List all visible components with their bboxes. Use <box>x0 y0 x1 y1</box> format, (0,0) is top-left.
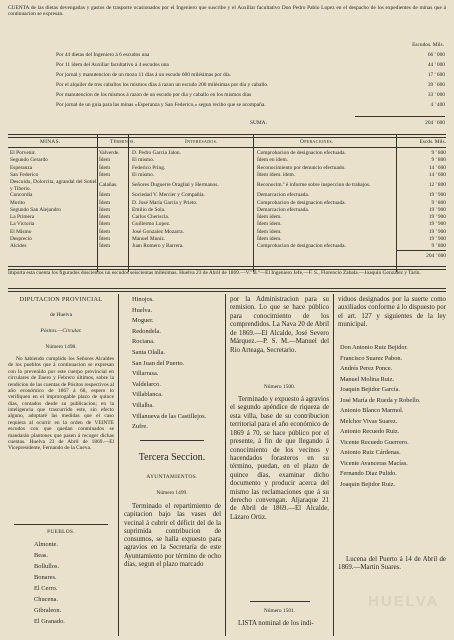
column-1-subtitle: de Huelva <box>49 312 72 318</box>
column-3-number-2: Número 1501. <box>263 608 296 614</box>
auxiliado-name: Francisco Suarez Pabon. <box>340 354 403 362</box>
expense-row-text: Por el alquiler de tres caballos los mismos días á razon un escudo 200 milésimas por dia y caballo. <box>56 82 269 88</box>
column-2-body: Terminado el repartimiento de capitacion bajo las vases del vecinal á cubrir el déficit del de la suprimida contribucion de consumos, se halla expuesto para agravios en la Secretaría de este Ayuntamiento por término de ocho días, segun el plazo marcado <box>124 503 221 568</box>
mine-operacion: Ídem ídem. ídem. <box>257 171 296 178</box>
auxiliado-name: Melchor Vivas Suarez. <box>340 417 398 425</box>
mine-importe: 19 ' 900 <box>428 221 446 228</box>
auxiliado-name: Antonio Blanco Marmol. <box>340 407 404 414</box>
town-name: Villanueva de las Castillejos. <box>132 412 207 420</box>
town-name: Villalba. <box>132 402 154 409</box>
mine-termino: Ídem <box>99 214 111 221</box>
mine-operacion: Comprobacion de designacion efectuada. <box>257 150 346 156</box>
town-name: Valdelarco. <box>132 380 161 388</box>
pueblo-name: Almonte. <box>34 541 58 548</box>
expense-row-amount: 33 ' 000 <box>427 92 445 98</box>
mine-operacion: Comprobacion de designacion efectuada. <box>257 243 346 250</box>
mine-termino: Ídem <box>99 164 111 171</box>
column-3-paragraph-2: Terminado y expuesto á agravios el segundo apéndice de riqueza de esta villa, base de su contribucion territorial para el año económico de 1869 á 70, se hace público por el presente, á fin de que llegando á conocimiento de los vecinos y hacendados forasteros en su término, puedan, en el plazo de quince días, examinar dicho documento y producir acerca del mismo las reclamaciones que á su derecho convengan. Aljaraque 21 de Abril de 1869.—El Alcalde, Lázaro Ortiz. <box>230 396 329 521</box>
unit-label: Escudos. Mils. <box>412 42 444 48</box>
pueblo-name: El Granado. <box>34 618 65 625</box>
mine-termino: Ídem <box>99 221 111 228</box>
mine-name: Descuido, Dolorcita, agrandal del Sotiel y Tiberio. <box>10 179 97 192</box>
town-name: Redondela. <box>132 327 161 335</box>
town-name: San Juan del Puerto. <box>132 359 185 367</box>
column-3-rule <box>250 601 310 602</box>
column-divider-3 <box>333 294 334 636</box>
mine-operacion: Ídem en ídem. <box>257 157 288 164</box>
auxiliado-name: Antonio Recuedo Ruiz. <box>340 428 400 435</box>
auxiliado-name: Joaquin Bejidor Ruiz. <box>340 480 396 488</box>
table-bottom-rule <box>8 266 446 270</box>
column-1-rule <box>14 524 108 525</box>
account-closing: Importa esta cuenta los figurados doscientos un escudos seiscientas milésimas. Huelva 23 de Abril de 1869.—V.º B.º—El Ingeniero Jefe,—F. S., Florencio Zabala.—Joaquin Gonzalez y Tarín. <box>8 270 421 276</box>
mine-interesado: Señores Duguerre Oraglial y Hermanos. <box>132 182 219 189</box>
table-top-rule <box>8 134 446 138</box>
column-3-number: Número 1500. <box>263 384 296 390</box>
mine-interesado: Juan Romero y Barrera. <box>132 243 184 250</box>
col-divider-3 <box>253 134 254 272</box>
column-1-body: No habiendo cumplido los Señores Alcaldes de los pueblos que á continuacion se expresan con lo prevenido por este cuerpo provincial en circulares de Enero y Febrero últimos, sobre la rendicion de las cuentas de Pósitos respectivos al año económico de 1867 á 68, espero lo verifiquen en el improrogable plazo de quince días, contados desde su publicacion; en la inteligencia que trascurrido este, sin efecto alguno, adoptaré las medidas que el caso requiera al ocurrir en la orden de VEINTE escudos con que quedan conminados se mandarán plantones que pasen á recoger dichas cuentas. Huelva 23 de Abril de 1869.—El Vicepresidente, Fernando de la Cueva. <box>8 356 114 452</box>
mine-importe: 9 ' 800 <box>431 199 446 206</box>
mine-importe: 19 ' 900 <box>428 192 446 199</box>
mine-interesado: D. José María García y Prieto. <box>132 199 198 206</box>
mine-importe: 12 ' 800 <box>428 182 446 189</box>
mine-termino: Ídem <box>99 228 111 235</box>
mine-interesado: Sociedad V. Mercier y Compañía. <box>132 192 205 199</box>
pueblo-name: Bonares. <box>34 574 57 581</box>
town-name: Hinojos. <box>132 296 154 303</box>
section-rule <box>8 288 446 292</box>
mine-termino: Ídem <box>99 171 111 178</box>
mine-name: Segundo Gerardo <box>10 157 48 164</box>
mine-operacion: Ídem ídem. <box>257 236 282 242</box>
mine-name: Morito <box>10 199 25 206</box>
column-1-section: Pósitos.—Circular. <box>40 328 82 334</box>
mine-termino: Ídem <box>99 199 111 206</box>
col-header-importe: Escds. Mils. <box>419 139 446 145</box>
col-divider-2 <box>128 134 129 272</box>
town-name: Villablanca. <box>132 391 163 399</box>
watermark: HUELVA <box>368 593 440 610</box>
table-header-rule <box>8 147 446 148</box>
auxiliado-name: Don Antonio Ruiz Bejidor. <box>340 344 408 351</box>
col-header-operaciones: Operaciones. <box>300 139 334 145</box>
col-header-terminos: Términos. <box>110 139 136 145</box>
expense-row-text: Por jornal de un guia para las minas «Esperanza y San Federico,» segun recibo que se acompaña. <box>56 102 266 108</box>
mine-termino: Ídem <box>99 243 111 250</box>
total-rule <box>396 250 446 251</box>
pueblo-name: El Cerro. <box>34 585 58 592</box>
town-name: Villarrasa. <box>132 370 159 378</box>
expense-row-amount: 66 ' 000 <box>427 52 445 58</box>
mine-termino: Calañas. <box>99 182 118 189</box>
mine-operacion: Ídem ídem. <box>257 228 282 235</box>
mine-interesado: Carlos Cheriscla. <box>132 214 170 221</box>
expense-row-text: Por 11 ídem del Auxiliar facultativo á 4 escudos una <box>56 62 169 68</box>
mine-name: Segundo San Alejandro <box>10 206 61 213</box>
mine-operacion: Reconocim.º é informe sobre inspeccion de trabajos. <box>257 182 371 189</box>
mines-total: 204 ' 600 <box>426 253 446 259</box>
town-name: Huelva. <box>132 306 153 314</box>
column-3-paragraph-3: LISTA nominal de los indi- <box>238 620 314 627</box>
mine-name: Concordia <box>10 192 33 199</box>
mine-importe: 9 ' 800 <box>431 157 446 164</box>
mine-termino: Ídem <box>99 236 111 242</box>
expense-row-amount: 39 ' 600 <box>427 82 445 88</box>
town-name: Zufre. <box>132 423 148 431</box>
mine-termino: Valverde. <box>99 150 120 156</box>
column-1-title: DIPUTACION PROVINCIAL <box>19 296 103 303</box>
column-2-number: Número 1499. <box>156 490 188 496</box>
column-3-paragraph-1: por la Administracion para su remision. Lo que se hace público para conocimiento de los comprendidos. La Nava 20 de Abril de 1869.—El Alcalde, José Severo Márquez.—P. S. M.—Manuel del Rio Arteaga, Secretario. <box>230 296 329 354</box>
mine-name: La Primera <box>10 214 35 221</box>
col-header-minas: MINAS. <box>40 139 61 145</box>
column-4-intro: viduos designados por la suerte como auxiliados conforme á lo dispuesto por el art. 127 y siguientes de la ley municipal. <box>338 296 446 329</box>
col-header-interesados: Interesados. <box>185 139 218 145</box>
mine-operacion: Ídem ídem. <box>257 221 282 228</box>
mine-name: Esperanza <box>10 164 33 171</box>
expense-row-amount: 44 ' 000 <box>427 62 445 68</box>
pueblo-name: Gibraleon. <box>34 607 62 614</box>
mine-interesado: Emilio de Sola. <box>132 206 166 213</box>
column-4-closing: Lucena del Puerto á 14 de Abril de 1869.—Martin Suares. <box>338 556 446 572</box>
mine-operacion: Ídem ídem. <box>257 214 282 221</box>
account-intro: CUENTA de las dietas devengadas y gastos de trasporte ocasionados por el Ingeniero que suscribe y el Auxiliar facultativo Don Pedro Pablo Lopez en el despacho de los expedientes de minas que á continuacion se expresan. <box>8 5 446 18</box>
mine-interesado: José Gonzalez Mozarra. <box>132 228 184 235</box>
sum-label: SUMA. <box>250 120 267 126</box>
mine-interesado: D. Pedro García Jalon. <box>132 150 181 156</box>
mine-name: El Mismo <box>10 228 32 235</box>
sum-rule <box>355 116 445 117</box>
section-subtitle: AYUNTAMIENTOS. <box>146 474 198 480</box>
col-divider-1 <box>97 134 98 272</box>
mine-interesado: El mismo. <box>132 171 155 178</box>
sum-amount: 204 ' 600 <box>425 120 445 126</box>
mine-importe: 19 ' 900 <box>428 236 446 242</box>
expense-row-text: Por jornal y manutencion de un mozo 11 días á un escudo 600 milésimas por dia. <box>56 72 231 78</box>
mine-name: El Porvenir. <box>10 150 36 156</box>
mine-importe: 14 ' 600 <box>428 171 446 178</box>
mine-operacion: Reconocimiento por denuncio efectuado. <box>257 164 346 171</box>
mine-name: Alcides <box>10 243 27 250</box>
expense-row-amount: 4 ' 400 <box>430 102 445 108</box>
mine-termino: Ídem <box>99 192 111 199</box>
mine-name: Desprecio <box>10 236 32 242</box>
auxiliado-name: Fernando Diaz Pulido. <box>340 470 397 477</box>
mine-name: La Victoria <box>10 221 35 228</box>
pueblo-name: Bollullos. <box>34 563 60 570</box>
auxiliado-name: Vicente Avanceras Macías. <box>340 459 408 467</box>
mine-importe: 9 ' 800 <box>431 150 446 156</box>
expense-row-text: Por 44 dietas del Ingeniero á 6 escudos una <box>56 52 150 58</box>
section-title: Tercera Seccion. <box>138 452 206 463</box>
auxiliado-name: Antonio Ruiz Cárdenas. <box>340 449 401 456</box>
mine-importe: 9 ' 800 <box>431 243 446 250</box>
town-name: Santa Olalla. <box>132 349 166 356</box>
auxiliado-name: Manuel Molina Ruiz. <box>340 375 395 383</box>
auxiliado-name: José María de Rueda y Robello. <box>340 396 421 404</box>
auxiliado-name: Joaquin Bejidor García. <box>340 386 400 393</box>
pueblo-name: Beas. <box>34 552 49 559</box>
column-divider-1 <box>118 294 119 636</box>
mine-importe: 19 ' 900 <box>428 214 446 221</box>
column-2-rule <box>140 440 204 441</box>
mine-importe: 19 ' 900 <box>428 206 446 213</box>
mine-name: San Federico <box>10 171 39 178</box>
mine-interesado: Manuel Muniz. <box>132 236 166 242</box>
town-name: Moguer. <box>132 317 154 325</box>
pueblo-name: Chucena. <box>34 596 58 603</box>
mine-operacion: Demarcacion efectuada. <box>257 206 310 213</box>
mine-termino: Ídem <box>99 206 111 213</box>
mine-operacion: Demarcacion efectuada. <box>257 192 310 199</box>
mine-operacion: Comprobacion de designacion efectuada. <box>257 199 346 206</box>
town-name: Rociana. <box>132 338 155 346</box>
mine-importe: 19 ' 900 <box>428 228 446 235</box>
expense-row-amount: 17 ' 600 <box>427 72 445 78</box>
auxiliado-name: Andrés Perez Ponce. <box>340 365 393 372</box>
auxiliado-name: Vicente Recuedo Guerrero. <box>340 438 409 446</box>
mine-termino: Ídem <box>99 157 111 164</box>
pueblos-title: PUEBLOS. <box>47 529 75 535</box>
mine-importe: 14 ' 600 <box>428 164 446 171</box>
column-1-number: Número 1498. <box>45 344 77 350</box>
expense-row-text: Por manutencion de los mismos á razon de un escudo por dia y caballo en los mismos días <box>56 92 252 98</box>
mine-interesado: El mismo. <box>132 157 155 164</box>
column-divider-2 <box>225 294 226 636</box>
mine-interesado: Federico Pring. <box>132 164 166 171</box>
mine-interesado: Guillermo Lopez. <box>132 221 171 228</box>
